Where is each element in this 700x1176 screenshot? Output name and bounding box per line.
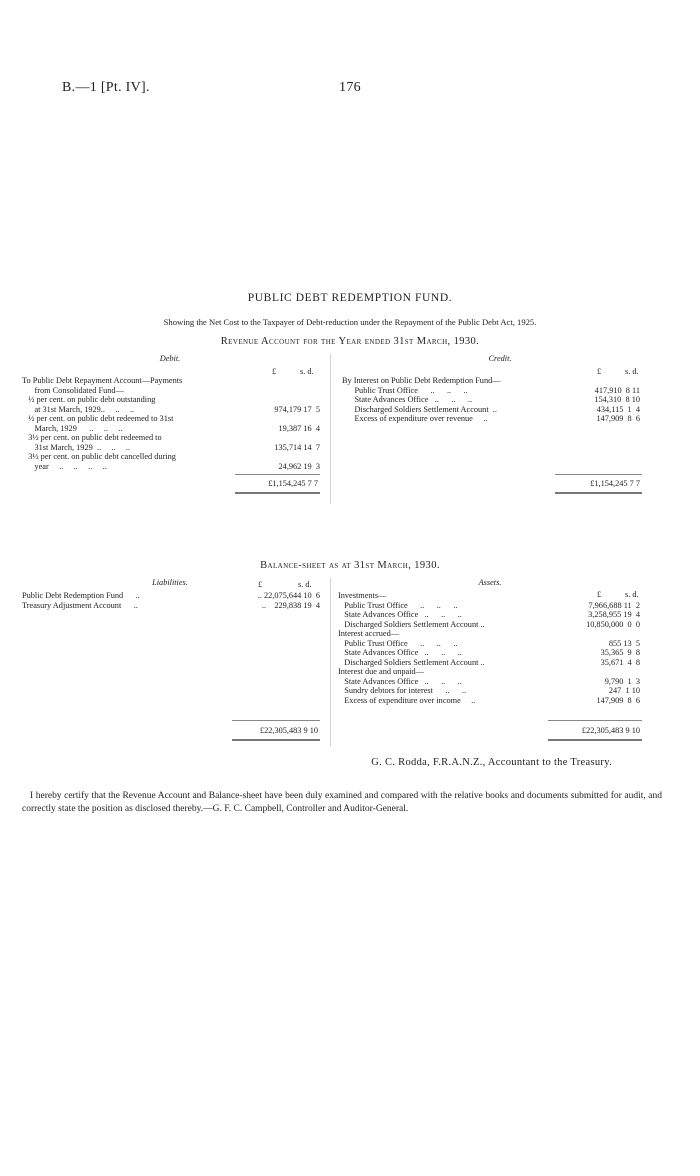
credit-label: Credit. xyxy=(488,354,512,363)
asset-line xyxy=(338,658,642,668)
liabilities-total: £22,305,483 9 10 xyxy=(259,726,318,735)
liability-line-text: Public Debt Redemption Fund .. xyxy=(22,591,140,600)
asset-line-amount: 147,909 8 6 xyxy=(596,695,640,705)
asset-line-text: State Advances Office .. .. .. xyxy=(338,648,462,657)
audit-certificate-text: I hereby certify that the Revenue Account and Balance-sheet have been duly examined and compared with the relative books and documents submitted for audit, and correctly state the position as disclosed thereby.—G. F. C. Campbell, Controller and Auditor-General. xyxy=(22,791,662,814)
asset-line xyxy=(338,686,642,696)
asset-line-text: Public Trust Office .. .. .. xyxy=(338,638,458,648)
debit-line-amount: 24,962 19 3 xyxy=(278,461,320,471)
asset-line xyxy=(338,629,642,639)
credit-line xyxy=(342,376,642,386)
liabilities-pound-header: £ xyxy=(258,580,263,589)
debit-line-text: ½ per cent. on public debt redeemed to 31st xyxy=(22,414,174,423)
debit-line-text: at 31st March, 1929.. .. .. xyxy=(22,404,134,414)
asset-line-amount: 35,671 4 8 xyxy=(600,657,640,667)
debit-line-text: 3½ per cent. on public debt cancelled during xyxy=(22,452,176,461)
fund-subtitle: Showing the Net Cost to the Taxpayer of Debt-reduction under the Repayment of the Public Debt Act, 1925. xyxy=(163,317,537,327)
liabilities-rule xyxy=(232,720,320,721)
balance-divider xyxy=(330,578,331,746)
debit-total: £1,154,245 7 7 xyxy=(268,479,318,488)
liabilities-sd-header: s. d. xyxy=(298,580,312,589)
credit-line-text: By Interest on Public Debt Redemption Fund— xyxy=(342,376,501,385)
asset-line-amount: 35,365 9 8 xyxy=(600,648,640,657)
asset-line xyxy=(338,639,642,649)
credit-total: £1,154,245 7 7 xyxy=(590,479,640,488)
asset-line-amount: 3,258,955 19 4 xyxy=(588,610,640,619)
credit-line xyxy=(342,386,642,396)
debit-line xyxy=(22,414,322,424)
asset-line xyxy=(338,620,642,630)
debit-line-text: March, 1929 .. .. .. xyxy=(22,423,123,433)
credit-line-text: State Advances Office .. .. .. xyxy=(342,395,473,404)
debit-double-rule xyxy=(235,492,320,494)
asset-line-text: Discharged Soldiers Settlement Account .. xyxy=(338,657,485,667)
credit-line xyxy=(342,395,642,405)
debit-line-text: 3½ per cent. on public debt redeemed to xyxy=(22,433,162,442)
debit-rule xyxy=(235,474,320,475)
credit-sd-header: s. d. xyxy=(625,367,639,376)
credit-line-amount: 434,115 1 4 xyxy=(596,404,640,414)
assets-total: £22,305,483 9 10 xyxy=(581,726,640,735)
accountant-signature: G. C. Rodda, F.R.A.N.Z., Accountant to the Treasury. xyxy=(371,757,612,768)
asset-line-amount: 7,966,688 11 2 xyxy=(588,600,640,610)
assets-sd-header: s. d. xyxy=(625,590,639,599)
asset-line xyxy=(338,667,642,677)
asset-line-amount: 9,790 1 3 xyxy=(604,676,640,686)
asset-line-text: Discharged Soldiers Settlement Account .. xyxy=(338,619,485,629)
liability-line-amount: .. 22,075,644 10 6 xyxy=(257,591,320,600)
liabilities-double-rule xyxy=(232,739,320,741)
asset-line-text: Excess of expenditure over income .. xyxy=(338,695,476,705)
credit-rule xyxy=(555,474,642,475)
asset-line xyxy=(338,591,642,601)
credit-line xyxy=(342,414,642,424)
debit-line xyxy=(22,433,322,443)
debit-line xyxy=(22,424,322,434)
debit-label: Debit. xyxy=(159,354,181,363)
credit-line-text: Excess of expenditure over revenue .. xyxy=(342,414,488,423)
liability-entries xyxy=(22,591,322,610)
credit-line-text: Public Trust Office .. .. .. xyxy=(342,385,468,395)
credit-pound-header: £ xyxy=(597,367,602,376)
revenue-account-heading: Revenue Account for the Year ended 31st March, 1930. xyxy=(220,336,480,347)
debit-line-amount: 974,179 17 5 xyxy=(274,404,320,414)
asset-line xyxy=(338,648,642,658)
debit-pound-header: £ xyxy=(272,367,277,376)
asset-line-amount: 855 13 5 xyxy=(608,638,640,648)
debit-entries xyxy=(22,376,322,471)
debit-sd-header: s. d. xyxy=(300,367,314,376)
debit-line-text: from Consolidated Fund— xyxy=(22,385,124,395)
asset-line-text: Sundry debtors for interest .. .. xyxy=(338,686,467,695)
asset-line-text: Interest due and unpaid— xyxy=(338,667,424,676)
credit-entries xyxy=(342,376,642,424)
liability-line-text: Treasury Adjustment Account .. xyxy=(22,600,138,610)
assets-rule xyxy=(548,720,642,721)
liability-line xyxy=(22,591,322,601)
debit-line xyxy=(22,395,322,405)
balance-sheet-heading: Balance-sheet as at 31st March, 1930. xyxy=(260,560,440,571)
debit-line xyxy=(22,462,322,472)
liability-line-amount: .. 229,838 19 4 xyxy=(261,600,320,610)
debit-line xyxy=(22,376,322,386)
debit-line-text: year .. .. .. .. xyxy=(22,461,107,471)
page-number: 176 xyxy=(339,80,361,95)
asset-entries xyxy=(338,591,642,705)
debit-line-amount: 135,714 14 7 xyxy=(274,442,320,452)
assets-pound-header: £ xyxy=(597,590,602,599)
credit-line xyxy=(342,405,642,415)
asset-line xyxy=(338,610,642,620)
credit-line-amount: 147,909 8 6 xyxy=(596,414,640,423)
asset-line xyxy=(338,601,642,611)
debit-line-amount: 19,387 16 4 xyxy=(278,423,320,433)
asset-line-text: Public Trust Office .. .. .. xyxy=(338,600,458,610)
credit-line-amount: 154,310 8 10 xyxy=(594,395,640,404)
document-reference: B.—1 [Pt. IV]. xyxy=(62,80,150,95)
liabilities-label: Liabilities. xyxy=(152,578,188,587)
debit-line-text: 31st March, 1929 .. .. .. xyxy=(22,442,131,452)
debit-line-text: ½ per cent. on public debt outstanding xyxy=(22,395,156,404)
asset-line-amount: 10,850,000 0 0 xyxy=(586,619,640,629)
assets-label: Assets. xyxy=(478,578,502,587)
asset-line-text: Interest accrued— xyxy=(338,629,400,638)
credit-line-amount: 417,910 8 11 xyxy=(594,385,640,395)
revenue-divider xyxy=(330,354,331,504)
asset-line-text: State Advances Office .. .. .. xyxy=(338,676,462,686)
asset-line xyxy=(338,677,642,687)
debit-line xyxy=(22,386,322,396)
asset-line-text: State Advances Office .. .. .. xyxy=(338,610,462,619)
liability-line xyxy=(22,601,322,611)
audit-certificate xyxy=(22,790,662,816)
fund-title: PUBLIC DEBT REDEMPTION FUND. xyxy=(247,292,453,304)
asset-line xyxy=(338,696,642,706)
credit-double-rule xyxy=(555,492,642,494)
assets-double-rule xyxy=(548,739,642,741)
debit-line xyxy=(22,452,322,462)
asset-line-amount: 247 1 10 xyxy=(608,686,640,695)
debit-line-text: To Public Debt Repayment Account—Payments xyxy=(22,376,183,385)
asset-line-text: Investments— xyxy=(338,591,387,600)
debit-line xyxy=(22,443,322,453)
credit-line-text: Discharged Soldiers Settlement Account .. xyxy=(342,404,497,414)
debit-line xyxy=(22,405,322,415)
